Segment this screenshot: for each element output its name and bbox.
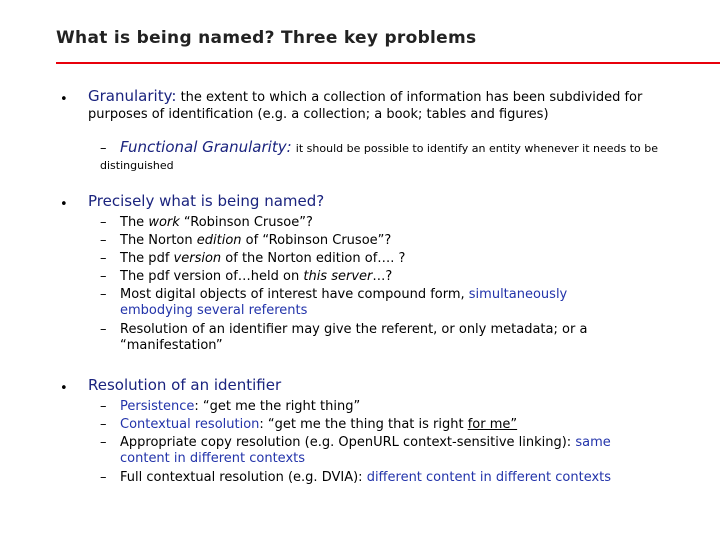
list-item: – The pdf version of…held on this server…? [100, 269, 393, 284]
item-text: The Norton [120, 233, 197, 248]
item-emphasis: version [173, 251, 222, 266]
bullet-marker: • [60, 381, 68, 396]
granularity-heading: Granularity: [88, 87, 177, 105]
dash-marker: – [100, 141, 107, 156]
list-item: – The pdf version of the Norton edition of…. ? [100, 251, 406, 266]
resolution-list [100, 398, 680, 487]
granularity-paragraph [88, 88, 658, 123]
item-text: Most digital objects of interest have compound form, [120, 287, 469, 302]
granularity-text: the extent to which a collection of information has been subdivided for purposes of identification (e.g. a collection; a book; tables and figures) [88, 90, 643, 122]
item-emphasis: work [148, 215, 180, 230]
item-text: Appropriate copy resolution (e.g. OpenURL context-sensitive linking): [120, 435, 576, 450]
item-underline: for me” [467, 417, 518, 432]
item-text: : “get me the right thing” [194, 399, 361, 414]
bullet-marker: • [60, 92, 68, 107]
item-text: The pdf [120, 251, 174, 266]
list-item: – The work “Robinson Crusoe”? [100, 215, 313, 230]
item-text: The [120, 215, 149, 230]
item-text: : “get me the thing that is right [259, 417, 468, 432]
bullet-marker: • [60, 197, 68, 212]
functional-granularity-heading: Functional Granularity: [120, 138, 292, 156]
item-text: …? [372, 269, 393, 284]
list-item: – The Norton edition of “Robinson Crusoe”? [100, 233, 392, 248]
item-highlight: Persistence [120, 399, 195, 414]
item-text: of “Robinson Crusoe”? [241, 233, 392, 248]
list-item: – Contextual resolution: “get me the thing that is right for me” [100, 417, 518, 432]
list-item: – Resolution of an identifier may give the referent, or only metadata; or a “manifestation” [100, 322, 588, 353]
item-highlight: same content in different contexts [120, 435, 611, 466]
item-text: Resolution of an identifier may give the referent, or only metadata; or a “manifestation” [120, 322, 588, 353]
item-text: The pdf version of…held on [120, 269, 304, 284]
resolution-heading: Resolution of an identifier [88, 376, 282, 394]
naming-list [100, 214, 660, 354]
item-text: Full contextual resolution (e.g. DVIA): [120, 470, 367, 485]
list-item: – Most digital objects of interest have compound form, simultaneously embodying several referents [100, 287, 568, 318]
functional-granularity-item [100, 139, 660, 174]
item-highlight: simultaneously embodying several referents [120, 287, 568, 318]
functional-granularity-text: it should be possible to identify an entity whenever it needs to be distinguished [100, 142, 659, 172]
item-highlight: Contextual resolution [120, 417, 260, 432]
list-item: – Persistence: “get me the right thing” [100, 399, 361, 414]
list-item: – Appropriate copy resolution (e.g. OpenURL context-sensitive linking): same content in different contexts [100, 435, 611, 466]
item-emphasis: edition [196, 233, 242, 248]
title-divider [56, 62, 720, 64]
list-item: – Full contextual resolution (e.g. DVIA): different content in different contexts [100, 470, 612, 485]
item-highlight: different content in different contexts [366, 470, 612, 485]
item-text: of the Norton edition of…. ? [221, 251, 406, 266]
item-emphasis: this server [303, 269, 373, 284]
naming-heading: Precisely what is being named? [88, 192, 325, 210]
slide-title: What is being named? Three key problems [56, 28, 477, 48]
item-text: “Robinson Crusoe”? [179, 215, 313, 230]
